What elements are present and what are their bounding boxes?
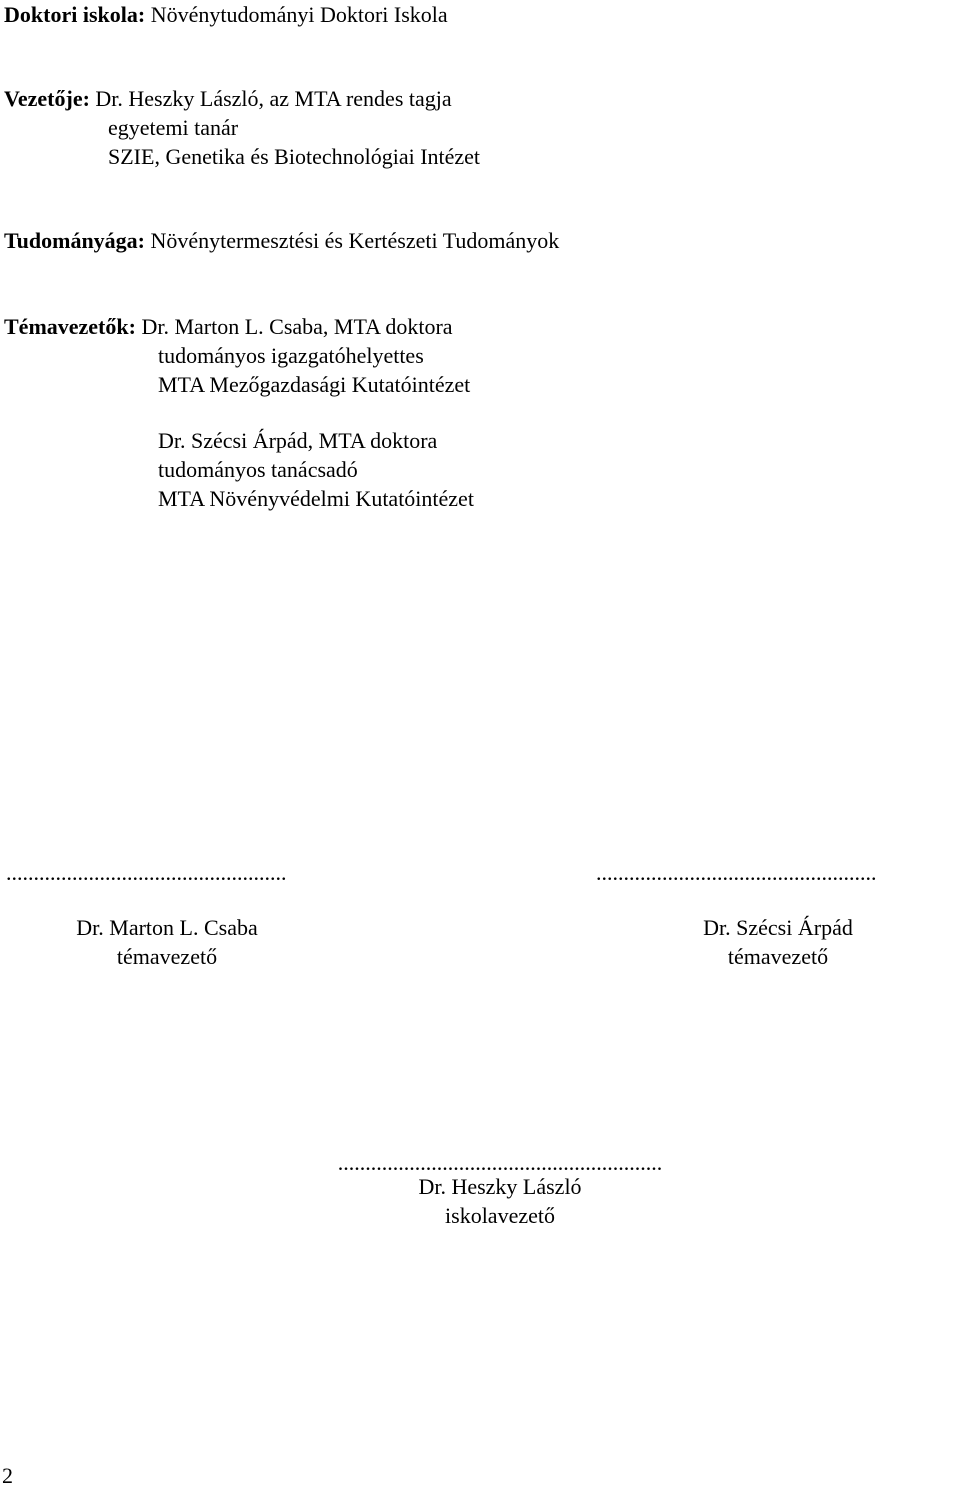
doctoral-school-label: Doktori iskola: <box>4 2 146 27</box>
head-label: Vezetője: <box>4 86 90 111</box>
page-number: 2 <box>2 1463 13 1488</box>
head-title: egyetemi tanár <box>108 115 239 140</box>
field-line <box>4 226 559 255</box>
doctoral-school-value: Növénytudományi Doktori Iskola <box>150 2 448 27</box>
signature-bottom-role: iskolavezető <box>445 1203 555 1228</box>
signature-left-role: témavezető <box>116 944 218 969</box>
supervisor-1-institute: MTA Mezőgazdasági Kutatóintézet <box>158 372 471 397</box>
signature-right-dots: ................................................... <box>596 860 877 885</box>
supervisor-1-name: Dr. Marton L. Csaba, MTA doktora <box>141 314 453 339</box>
field-label: Tudományága: <box>4 228 146 253</box>
supervisor-2-name: Dr. Szécsi Árpád, MTA doktora <box>158 428 438 453</box>
supervisor-2-institute: MTA Növényvédelmi Kutatóintézet <box>158 486 474 511</box>
doctoral-school-line <box>4 0 448 29</box>
signature-right-name: Dr. Szécsi Árpád <box>703 915 853 940</box>
supervisor-1-position: tudományos igazgatóhelyettes <box>158 343 424 368</box>
supervisor-2-position: tudományos tanácsadó <box>158 457 358 482</box>
head-institute: SZIE, Genetika és Biotechnológiai Intézet <box>108 144 481 169</box>
signature-bottom-dots: ........................................................... <box>337 1150 663 1175</box>
signature-right-role: témavezető <box>727 944 829 969</box>
signature-bottom-name: Dr. Heszky László <box>418 1174 582 1199</box>
supervisors-label: Témavezetők: <box>4 314 136 339</box>
field-value: Növénytermesztési és Kertészeti Tudományok <box>150 228 560 253</box>
signature-left-dots: ................................................... <box>6 860 287 885</box>
head-name: Dr. Heszky László, az MTA rendes tagja <box>95 86 452 111</box>
head-line-1 <box>4 84 452 113</box>
supervisors-line-1 <box>4 312 453 341</box>
signature-left-name: Dr. Marton L. Csaba <box>76 915 258 940</box>
